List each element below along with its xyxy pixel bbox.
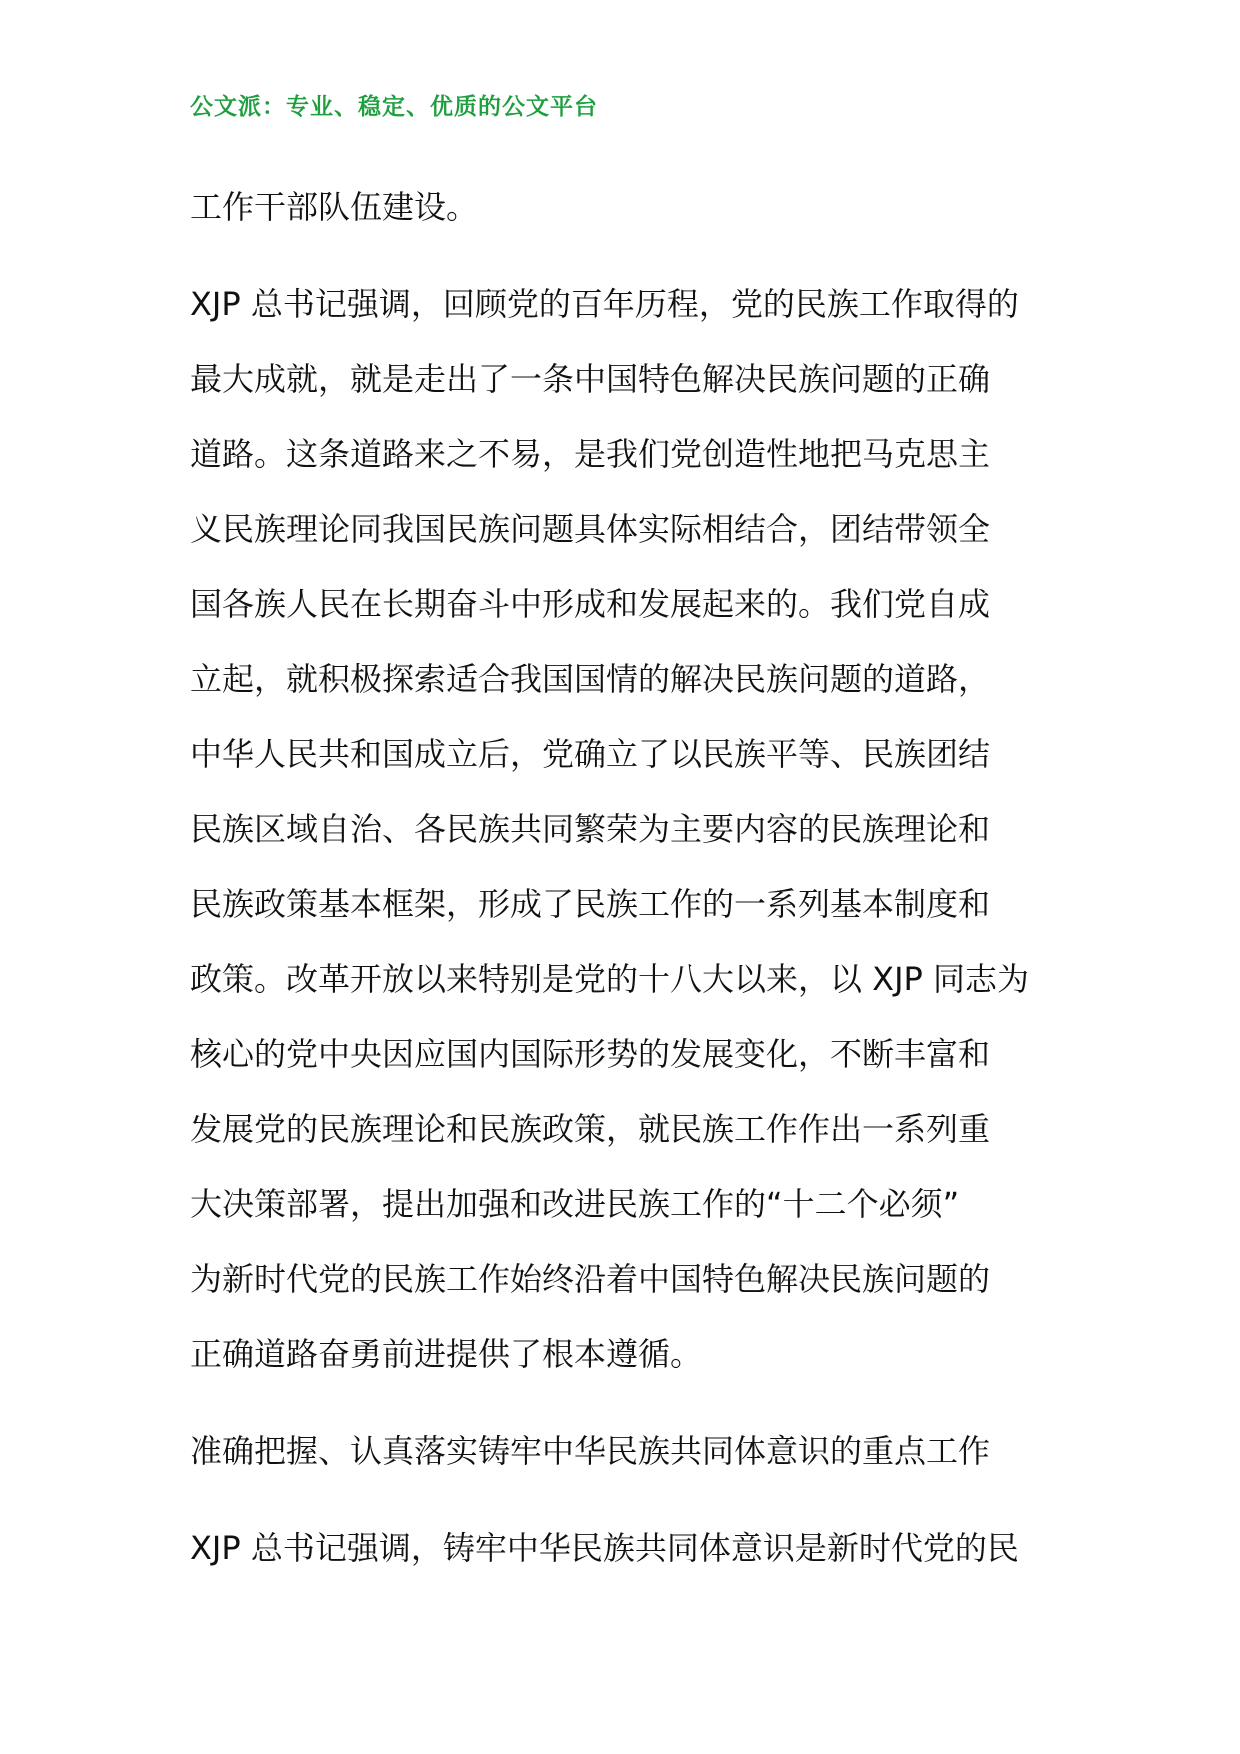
text-line: 立起，就积极探索适合我国国情的解决民族问题的道路， xyxy=(190,660,991,698)
heading-line: 准确把握、认真落实铸牢中华民族共同体意识的重点工作 xyxy=(190,1432,991,1470)
text-line: 工作干部队伍建设。 xyxy=(190,188,479,226)
text-line: 大决策部署，提出加强和改进民族工作的“十二个必须” xyxy=(190,1185,960,1223)
paragraph-4 xyxy=(190,1511,1060,1586)
text-line: 政策。改革开放以来特别是党的十八大以来，以 XJP 同志为 xyxy=(190,960,1030,998)
text-line: 义民族理论同我国民族问题具体实际相结合，团结带领全 xyxy=(190,510,991,548)
document-body xyxy=(190,170,1060,1586)
text-line: 民族区域自治、各民族共同繁荣为主要内容的民族理论和 xyxy=(190,810,991,848)
text-line: 道路。这条道路来之不易，是我们党创造性地把马克思主 xyxy=(190,435,991,473)
page-header: 公文派：专业、稳定、优质的公文平台 xyxy=(190,94,598,120)
text-line: 发展党的民族理论和民族政策，就民族工作作出一系列重 xyxy=(190,1110,991,1148)
text-line: 国各族人民在长期奋斗中形成和发展起来的。我们党自成 xyxy=(190,585,991,623)
section-heading xyxy=(190,1414,1060,1489)
text-line: XJP 总书记强调，铸牢中华民族共同体意识是新时代党的民 xyxy=(190,1529,1019,1567)
text-line: 中华人民共和国成立后，党确立了以民族平等、民族团结 xyxy=(190,735,991,773)
text-line: 核心的党中央因应国内国际形势的发展变化，不断丰富和 xyxy=(190,1035,991,1073)
paragraph-1 xyxy=(190,170,1060,245)
text-line: XJP 总书记强调，回顾党的百年历程，党的民族工作取得的 xyxy=(190,285,1019,323)
text-line: 最大成就，就是走出了一条中国特色解决民族问题的正确 xyxy=(190,360,991,398)
text-line: 正确道路奋勇前进提供了根本遵循。 xyxy=(190,1335,703,1373)
text-line: 民族政策基本框架，形成了民族工作的一系列基本制度和 xyxy=(190,885,991,923)
paragraph-2 xyxy=(190,267,1060,1392)
text-line: 为新时代党的民族工作始终沿着中国特色解决民族问题的 xyxy=(190,1260,991,1298)
